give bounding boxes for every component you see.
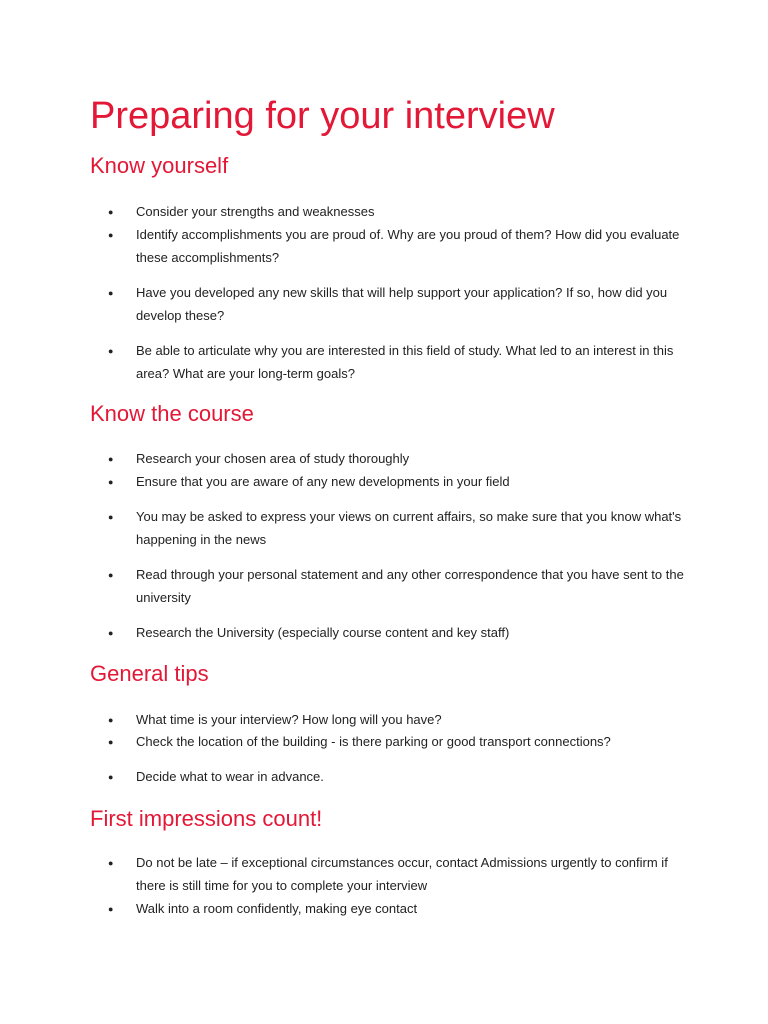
list-item: [108, 201, 688, 224]
section-heading-know-yourself: Know yourself: [90, 153, 229, 178]
list-item-text: Do not be late – if exceptional circumstances occur, contact Admissions urgently to confirm if there is still time for you to complete your interview: [136, 855, 668, 893]
bullet-icon: ●: [108, 904, 114, 914]
section-heading-first-impressions: First impressions count!: [90, 806, 323, 831]
bullet-icon: ●: [108, 477, 114, 487]
bullet-icon: ●: [108, 454, 114, 464]
list-item: [108, 731, 688, 754]
bullet-icon: ●: [108, 715, 114, 725]
list-item-text: What time is your interview? How long will you have?: [136, 712, 442, 727]
list-item: [108, 282, 688, 327]
bullet-icon: ●: [108, 570, 114, 580]
list-item-text: Research the University (especially course content and key staff): [136, 625, 510, 640]
bullet-icon: ●: [108, 737, 114, 747]
bullet-icon: ●: [108, 346, 114, 356]
list-item: [108, 471, 688, 494]
bullet-icon: ●: [108, 288, 114, 298]
list-item-text: Check the location of the building - is there parking or good transport connections?: [136, 734, 611, 749]
list-item: [108, 709, 688, 732]
list-item-text: Ensure that you are aware of any new developments in your field: [136, 474, 510, 489]
bullet-icon: ●: [108, 207, 114, 217]
list-item: [108, 898, 688, 921]
list-item: [108, 622, 688, 645]
bullet-icon: ●: [108, 858, 114, 868]
bullet-icon: ●: [108, 512, 114, 522]
bullet-icon: ●: [108, 230, 114, 240]
list-item-text: Consider your strengths and weaknesses: [136, 204, 375, 219]
section-heading-know-the-course: Know the course: [90, 401, 254, 426]
list-item: [108, 506, 688, 551]
bullet-icon: ●: [108, 628, 114, 638]
list-item-text: Be able to articulate why you are interested in this field of study. What led to an interest in this area? What are your long-term goals?: [136, 343, 674, 381]
list-item-text: Decide what to wear in advance.: [136, 769, 324, 784]
list-item-text: Have you developed any new skills that will help support your application? If so, how did you develop these?: [136, 285, 668, 323]
list-item: [108, 224, 688, 269]
list-item: [108, 852, 688, 897]
list-item: [108, 766, 688, 789]
list-item-text: Read through your personal statement and any other correspondence that you have sent to the university: [136, 567, 684, 605]
list-item-text: Walk into a room confidently, making eye contact: [136, 901, 418, 916]
list-item: [108, 448, 688, 471]
list-item-text: You may be asked to express your views on current affairs, so make sure that you know what's happening in the news: [136, 509, 682, 547]
list-item-text: Research your chosen area of study thoroughly: [136, 451, 410, 466]
bullet-icon: ●: [108, 772, 114, 782]
page-title: Preparing for your interview: [90, 95, 555, 137]
list-item-text: Identify accomplishments you are proud of. Why are you proud of them? How did you evaluate these accomplishments?: [136, 227, 680, 265]
section-heading-general-tips: General tips: [90, 661, 209, 686]
list-item: [108, 564, 688, 609]
list-item: [108, 340, 688, 385]
